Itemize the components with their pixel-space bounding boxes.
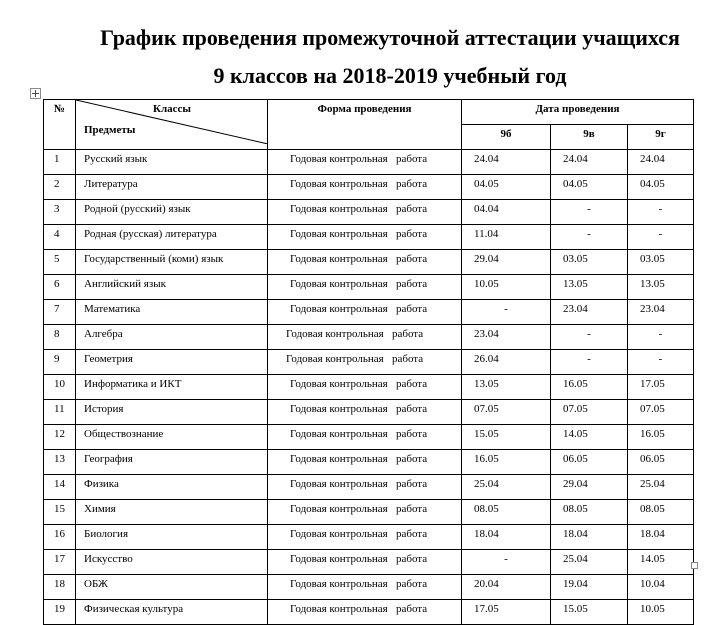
row-date-9g: 04.05 xyxy=(628,175,694,200)
row-date-9v: 07.05 xyxy=(551,400,628,425)
row-date-9g: - xyxy=(628,200,694,225)
row-number: 2 xyxy=(44,175,76,200)
row-subject: Русский язык xyxy=(76,150,268,175)
row-date-9g: 25.04 xyxy=(628,475,694,500)
row-date-9g: 03.05 xyxy=(628,250,694,275)
row-date-9g: 18.04 xyxy=(628,525,694,550)
row-date-9v: - xyxy=(551,350,628,375)
row-date-9g: 07.05 xyxy=(628,400,694,425)
row-subject: Физика xyxy=(76,475,268,500)
row-date-9b: 07.05 xyxy=(462,400,551,425)
table-row xyxy=(44,300,694,325)
row-number: 5 xyxy=(44,250,76,275)
row-number: 19 xyxy=(44,600,76,625)
row-date-9v: 14.05 xyxy=(551,425,628,450)
row-form: Годовая контрольная работа xyxy=(268,325,462,350)
table-row xyxy=(44,175,694,200)
row-subject: История xyxy=(76,400,268,425)
row-date-9b: 13.05 xyxy=(462,375,551,400)
row-subject: Родной (русский) язык xyxy=(76,200,268,225)
row-form: Годовая контрольная работа xyxy=(268,500,462,525)
header-form: Форма проведения xyxy=(268,100,462,150)
row-number: 1 xyxy=(44,150,76,175)
table-row xyxy=(44,575,694,600)
table-row xyxy=(44,425,694,450)
row-date-9b: 23.04 xyxy=(462,325,551,350)
header-diagonal-cell xyxy=(76,100,268,150)
header-row xyxy=(44,100,694,125)
row-subject: Литература xyxy=(76,175,268,200)
table-move-handle-icon[interactable] xyxy=(30,88,41,99)
table-resize-handle[interactable] xyxy=(691,562,698,569)
row-date-9v: 15.05 xyxy=(551,600,628,625)
row-number: 4 xyxy=(44,225,76,250)
table-row xyxy=(44,600,694,625)
table-row xyxy=(44,550,694,575)
row-date-9b: 16.05 xyxy=(462,450,551,475)
header-classes-label: Классы xyxy=(152,103,191,115)
row-form: Годовая контрольная работа xyxy=(268,525,462,550)
row-form: Годовая контрольная работа xyxy=(268,300,462,325)
row-date-9b: 04.05 xyxy=(462,175,551,200)
row-form: Годовая контрольная работа xyxy=(268,475,462,500)
row-number: 16 xyxy=(44,525,76,550)
row-date-9v: 24.04 xyxy=(551,150,628,175)
row-date-9b: 20.04 xyxy=(462,575,551,600)
row-number: 10 xyxy=(44,375,76,400)
row-date-9g: 10.05 xyxy=(628,600,694,625)
row-subject: Геометрия xyxy=(76,350,268,375)
row-number: 13 xyxy=(44,450,76,475)
row-number: 3 xyxy=(44,200,76,225)
row-date-9b: 25.04 xyxy=(462,475,551,500)
row-date-9g: 10.04 xyxy=(628,575,694,600)
table-row xyxy=(44,225,694,250)
row-date-9b: - xyxy=(462,300,551,325)
row-date-9v: 18.04 xyxy=(551,525,628,550)
table-row xyxy=(44,200,694,225)
row-subject: Математика xyxy=(76,300,268,325)
row-date-9b: 24.04 xyxy=(462,150,551,175)
row-form: Годовая контрольная работа xyxy=(268,150,462,175)
row-subject: ОБЖ xyxy=(76,575,268,600)
row-date-9v: 25.04 xyxy=(551,550,628,575)
table-row xyxy=(44,475,694,500)
table-row xyxy=(44,500,694,525)
row-subject: Информатика и ИКТ xyxy=(76,375,268,400)
row-date-9g: 13.05 xyxy=(628,275,694,300)
row-form: Годовая контрольная работа xyxy=(268,450,462,475)
row-number: 17 xyxy=(44,550,76,575)
row-date-9g: - xyxy=(628,350,694,375)
header-class-9g: 9г xyxy=(628,125,694,150)
row-date-9b: 15.05 xyxy=(462,425,551,450)
row-form: Годовая контрольная работа xyxy=(268,575,462,600)
row-subject: География xyxy=(76,450,268,475)
row-subject: Государственный (коми) язык xyxy=(76,250,268,275)
row-date-9v: 03.05 xyxy=(551,250,628,275)
row-form: Годовая контрольная работа xyxy=(268,350,462,375)
header-class-9v: 9в xyxy=(551,125,628,150)
row-form: Годовая контрольная работа xyxy=(268,200,462,225)
row-date-9b: 17.05 xyxy=(462,600,551,625)
header-subjects-label: Предметы xyxy=(84,124,136,136)
attestation-schedule-table xyxy=(43,99,694,625)
row-date-9b: 10.05 xyxy=(462,275,551,300)
row-form: Годовая контрольная работа xyxy=(268,375,462,400)
row-number: 12 xyxy=(44,425,76,450)
row-subject: Биология xyxy=(76,525,268,550)
row-subject: Родная (русская) литература xyxy=(76,225,268,250)
row-form: Годовая контрольная работа xyxy=(268,225,462,250)
row-number: 14 xyxy=(44,475,76,500)
row-form: Годовая контрольная работа xyxy=(268,600,462,625)
row-date-9v: 19.04 xyxy=(551,575,628,600)
table-row xyxy=(44,275,694,300)
row-date-9g: - xyxy=(628,225,694,250)
table-row xyxy=(44,450,694,475)
table-row xyxy=(44,350,694,375)
row-subject: Обществознание xyxy=(76,425,268,450)
row-date-9b: 18.04 xyxy=(462,525,551,550)
row-date-9v: 08.05 xyxy=(551,500,628,525)
row-date-9b: 26.04 xyxy=(462,350,551,375)
document-title-line-1: График проведения промежуточной аттестации учащихся xyxy=(100,25,680,50)
row-form: Годовая контрольная работа xyxy=(268,175,462,200)
row-form: Годовая контрольная работа xyxy=(268,400,462,425)
row-form: Годовая контрольная работа xyxy=(268,425,462,450)
row-number: 11 xyxy=(44,400,76,425)
row-date-9v: - xyxy=(551,325,628,350)
row-date-9v: 06.05 xyxy=(551,450,628,475)
table-row xyxy=(44,375,694,400)
row-number: 18 xyxy=(44,575,76,600)
header-number: № xyxy=(44,100,76,150)
row-form: Годовая контрольная работа xyxy=(268,250,462,275)
row-date-9b: 04.04 xyxy=(462,200,551,225)
row-subject: Химия xyxy=(76,500,268,525)
row-date-9b: 11.04 xyxy=(462,225,551,250)
row-date-9g: 16.05 xyxy=(628,425,694,450)
row-date-9g: 06.05 xyxy=(628,450,694,475)
row-form: Годовая контрольная работа xyxy=(268,275,462,300)
row-date-9g: 17.05 xyxy=(628,375,694,400)
row-date-9v: 16.05 xyxy=(551,375,628,400)
row-subject: Искусство xyxy=(76,550,268,575)
row-date-9g: 23.04 xyxy=(628,300,694,325)
table-row xyxy=(44,250,694,275)
row-form: Годовая контрольная работа xyxy=(268,550,462,575)
row-date-9v: - xyxy=(551,225,628,250)
row-number: 8 xyxy=(44,325,76,350)
row-date-9g: - xyxy=(628,325,694,350)
row-number: 15 xyxy=(44,500,76,525)
table-row xyxy=(44,325,694,350)
row-date-9v: 23.04 xyxy=(551,300,628,325)
row-date-9g: 14.05 xyxy=(628,550,694,575)
row-subject: Английский язык xyxy=(76,275,268,300)
row-number: 6 xyxy=(44,275,76,300)
header-dates: Дата проведения xyxy=(462,100,694,125)
row-date-9b: - xyxy=(462,550,551,575)
table-row xyxy=(44,150,694,175)
row-date-9v: 13.05 xyxy=(551,275,628,300)
row-date-9v: - xyxy=(551,200,628,225)
row-subject: Физическая культура xyxy=(76,600,268,625)
row-date-9g: 24.04 xyxy=(628,150,694,175)
table-row xyxy=(44,400,694,425)
row-date-9b: 08.05 xyxy=(462,500,551,525)
row-number: 9 xyxy=(44,350,76,375)
header-class-9b: 9б xyxy=(462,125,551,150)
row-date-9v: 29.04 xyxy=(551,475,628,500)
document-title-line-2: 9 классов на 2018-2019 учебный год xyxy=(213,63,567,88)
row-subject: Алгебра xyxy=(76,325,268,350)
row-number: 7 xyxy=(44,300,76,325)
row-date-9v: 04.05 xyxy=(551,175,628,200)
row-date-9g: 08.05 xyxy=(628,500,694,525)
row-date-9b: 29.04 xyxy=(462,250,551,275)
table-row xyxy=(44,525,694,550)
